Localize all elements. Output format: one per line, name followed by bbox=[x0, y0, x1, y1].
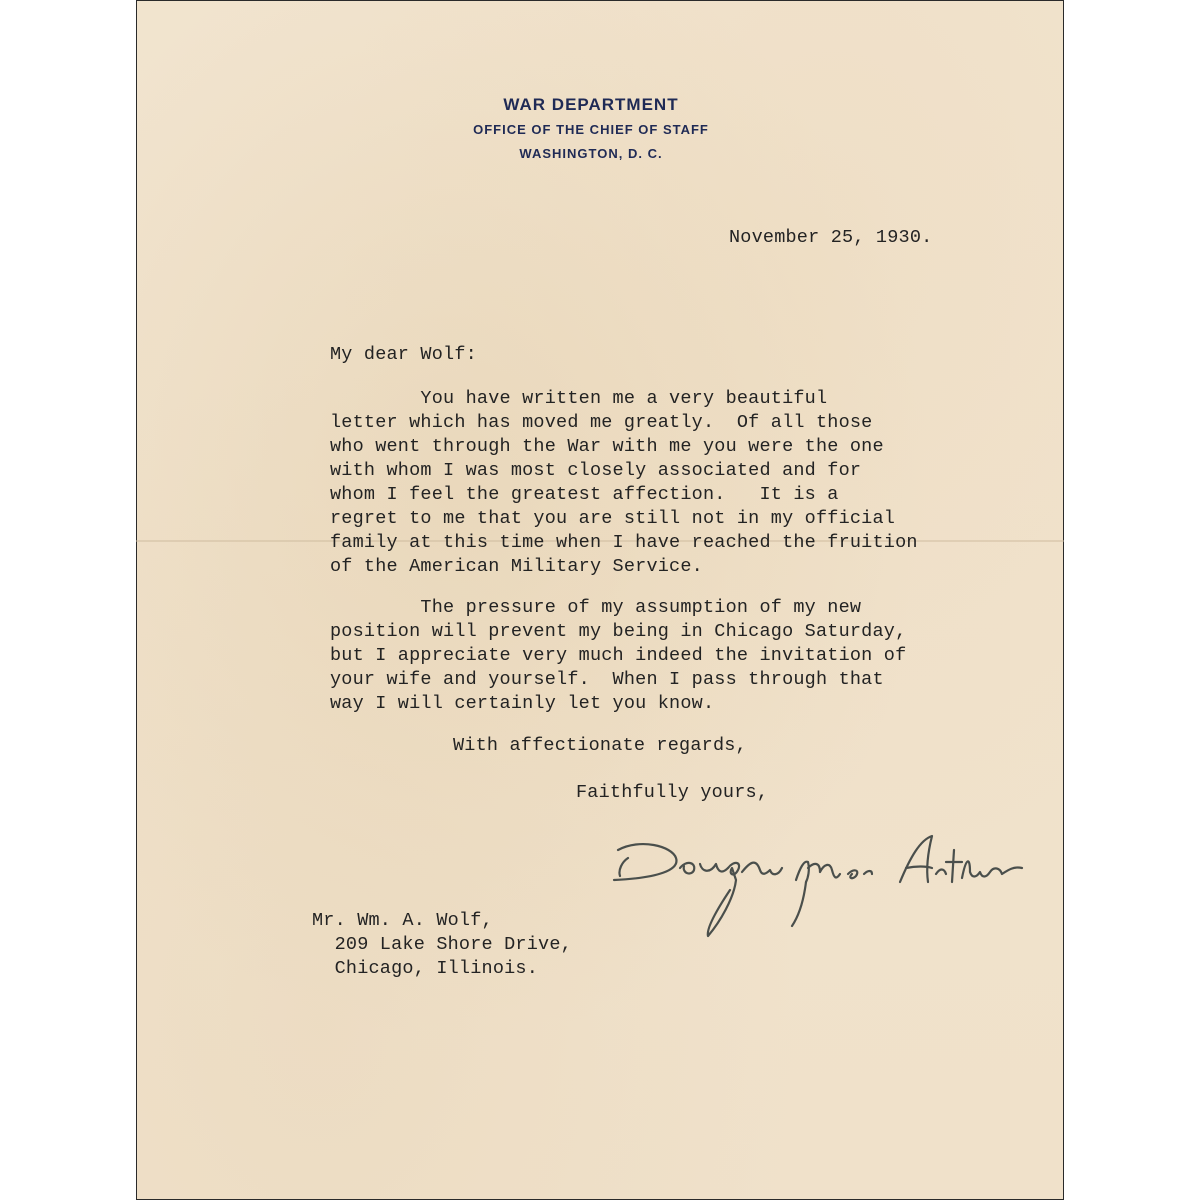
recipient-address bbox=[312, 909, 572, 981]
handwritten-signature bbox=[610, 828, 1046, 948]
body-line: position will prevent my being in Chicago Saturday, bbox=[330, 621, 907, 642]
recipient-street: 209 Lake Shore Drive, bbox=[312, 934, 572, 955]
body-line: regret to me that you are still not in my official bbox=[330, 508, 896, 529]
recipient-city: Chicago, Illinois. bbox=[312, 958, 539, 979]
letter-page bbox=[136, 0, 1064, 1200]
letterhead-title: WAR DEPARTMENT bbox=[503, 95, 679, 114]
body-line: but I appreciate very much indeed the invitation of bbox=[330, 645, 907, 666]
body-line: way I will certainly let you know. bbox=[330, 693, 715, 714]
body-line: The pressure of my assumption of my new bbox=[330, 597, 862, 618]
letter-date: November 25, 1930. bbox=[729, 227, 933, 248]
body-line: of the American Military Service. bbox=[330, 556, 703, 577]
closing-regards: With affectionate regards, bbox=[453, 735, 747, 756]
body-line: your wife and yourself. When I pass through that bbox=[330, 669, 884, 690]
body-line: family at this time when I have reached the fruition bbox=[330, 532, 918, 553]
body-line: whom I feel the greatest affection. It is a bbox=[330, 484, 839, 505]
recipient-name: Mr. Wm. A. Wolf, bbox=[312, 910, 493, 931]
body-paragraph-2 bbox=[330, 596, 906, 716]
body-line: letter which has moved me greatly. Of all those bbox=[330, 412, 873, 433]
body-line: with whom I was most closely associated and for bbox=[330, 460, 862, 481]
letterhead-office: OFFICE OF THE CHIEF OF STAFF bbox=[473, 122, 709, 137]
body-line: who went through the War with me you were the one bbox=[330, 436, 884, 457]
closing-signoff: Faithfully yours, bbox=[576, 782, 769, 803]
body-line: You have written me a very beautiful bbox=[330, 388, 828, 409]
letterhead-location: WASHINGTON, D. C. bbox=[519, 146, 663, 161]
body-paragraph-1 bbox=[330, 387, 918, 579]
salutation: My dear Wolf: bbox=[330, 344, 477, 365]
